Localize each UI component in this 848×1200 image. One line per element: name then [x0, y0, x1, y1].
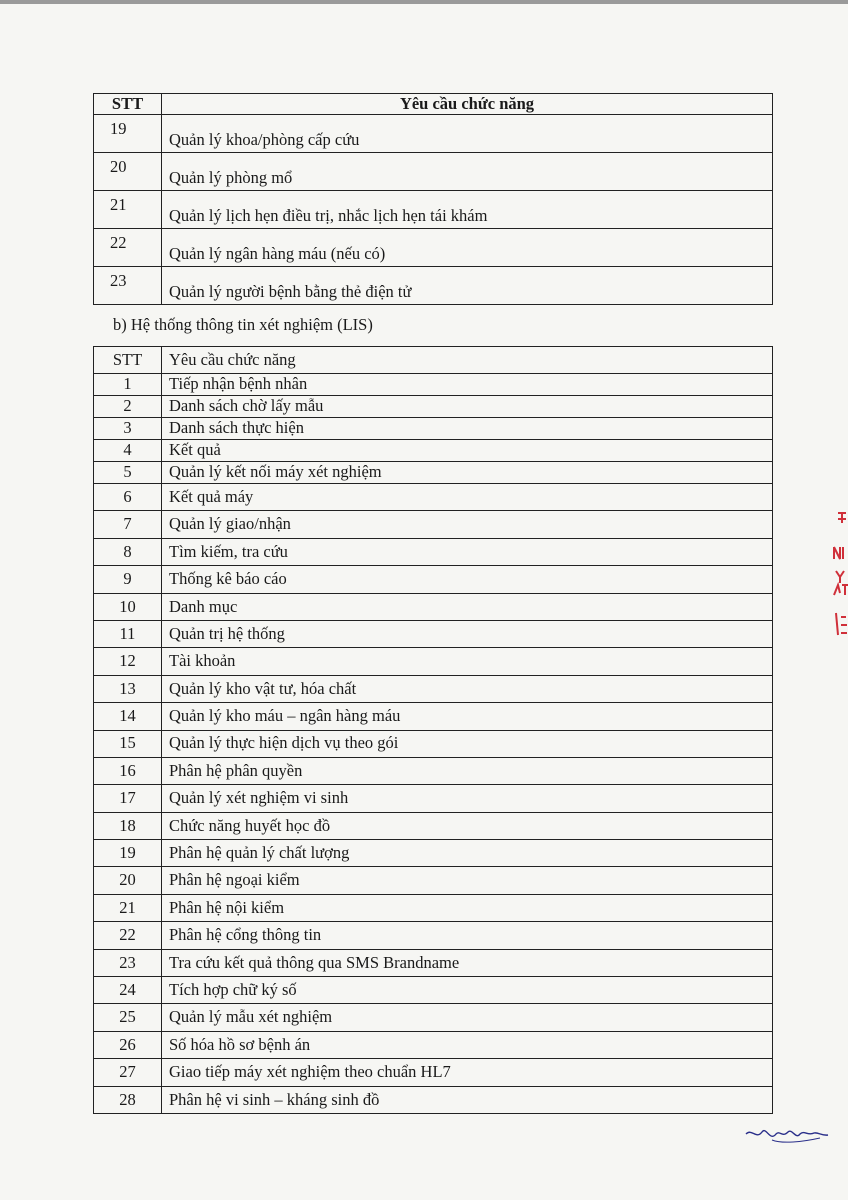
header-stt: STT: [94, 347, 162, 374]
table-row: [94, 191, 773, 229]
table-header-row: [94, 94, 773, 115]
row-number: 14: [94, 703, 162, 730]
row-number: 21: [94, 894, 162, 921]
row-function: Chức năng huyết học đồ: [162, 812, 773, 839]
table-row: [94, 511, 773, 538]
row-number: 16: [94, 757, 162, 784]
row-number: 5: [94, 462, 162, 484]
row-function: Quản lý xét nghiệm vi sinh: [162, 785, 773, 812]
row-number: 12: [94, 648, 162, 675]
table-row: [94, 374, 773, 396]
row-function: Giao tiếp máy xét nghiệm theo chuẩn HL7: [162, 1059, 773, 1086]
row-function: Phân hệ nội kiểm: [162, 894, 773, 921]
row-number: 27: [94, 1059, 162, 1086]
row-function: Quản lý giao/nhận: [162, 511, 773, 538]
row-function: Danh sách thực hiện: [162, 418, 773, 440]
row-number: 4: [94, 440, 162, 462]
row-function: Kết quả máy: [162, 484, 773, 511]
table-row: [94, 1031, 773, 1058]
row-number: 13: [94, 675, 162, 702]
row-function: Quản lý kết nối máy xét nghiệm: [162, 462, 773, 484]
table-row: [94, 153, 773, 191]
row-function: Tích hợp chữ ký số: [162, 977, 773, 1004]
table-row: [94, 648, 773, 675]
row-number: 26: [94, 1031, 162, 1058]
row-number: 21: [94, 191, 162, 229]
row-function: Thống kê báo cáo: [162, 566, 773, 593]
table-row: [94, 1086, 773, 1113]
row-number: 18: [94, 812, 162, 839]
table-row: [94, 115, 773, 153]
table-row: [94, 840, 773, 867]
row-number: 7: [94, 511, 162, 538]
row-number: 22: [94, 922, 162, 949]
table-row: [94, 440, 773, 462]
table-row: [94, 462, 773, 484]
requirements-table-continued: [93, 93, 773, 305]
row-function: Quản lý khoa/phòng cấp cứu: [162, 115, 773, 153]
row-function: Quản lý thực hiện dịch vụ theo gói: [162, 730, 773, 757]
row-function: Kết quả: [162, 440, 773, 462]
table-row: [94, 620, 773, 647]
row-function: Số hóa hồ sơ bệnh án: [162, 1031, 773, 1058]
table-row: [94, 1004, 773, 1031]
header-function: Yêu cầu chức năng: [162, 94, 773, 115]
row-function: Phân hệ vi sinh – kháng sinh đồ: [162, 1086, 773, 1113]
table-row: [94, 757, 773, 784]
row-number: 15: [94, 730, 162, 757]
header-function: Yêu cầu chức năng: [162, 347, 773, 374]
row-number: 17: [94, 785, 162, 812]
table-header-row: [94, 347, 773, 374]
table-row: [94, 396, 773, 418]
row-function: Danh mục: [162, 593, 773, 620]
row-function: Phân hệ quản lý chất lượng: [162, 840, 773, 867]
red-stamp-fragment: [826, 505, 848, 645]
table-row: [94, 867, 773, 894]
row-number: 9: [94, 566, 162, 593]
table-row: [94, 566, 773, 593]
table-row: [94, 267, 773, 305]
row-number: 24: [94, 977, 162, 1004]
row-number: 19: [94, 840, 162, 867]
row-number: 23: [94, 267, 162, 305]
row-function: Phân hệ ngoại kiểm: [162, 867, 773, 894]
table-row: [94, 675, 773, 702]
table-row: [94, 538, 773, 565]
row-function: Tra cứu kết quả thông qua SMS Brandname: [162, 949, 773, 976]
row-number: 6: [94, 484, 162, 511]
scan-top-edge: [0, 0, 848, 4]
table-row: [94, 730, 773, 757]
signature-mark: [742, 1122, 830, 1146]
row-number: 28: [94, 1086, 162, 1113]
row-function: Quản lý kho vật tư, hóa chất: [162, 675, 773, 702]
row-number: 10: [94, 593, 162, 620]
row-function: Quản lý kho máu – ngân hàng máu: [162, 703, 773, 730]
row-function: Quản lý người bệnh bằng thẻ điện tử: [162, 267, 773, 305]
lis-section-heading: b) Hệ thống thông tin xét nghiệm (LIS): [113, 315, 373, 334]
row-function: Phân hệ phân quyền: [162, 757, 773, 784]
header-stt: STT: [94, 94, 162, 115]
row-function: Tiếp nhận bệnh nhân: [162, 374, 773, 396]
row-function: Quản lý phòng mổ: [162, 153, 773, 191]
row-function: Tìm kiếm, tra cứu: [162, 538, 773, 565]
table-row: [94, 418, 773, 440]
row-function: Quản lý mẫu xét nghiệm: [162, 1004, 773, 1031]
row-number: 22: [94, 229, 162, 267]
table-row: [94, 229, 773, 267]
table-row: [94, 812, 773, 839]
lis-requirements-table: [93, 346, 773, 1114]
row-function: Quản lý lịch hẹn điều trị, nhắc lịch hẹn tái khám: [162, 191, 773, 229]
row-function: Quản trị hệ thống: [162, 620, 773, 647]
table-row: [94, 785, 773, 812]
row-function: Danh sách chờ lấy mẫu: [162, 396, 773, 418]
table-row: [94, 894, 773, 921]
row-number: 3: [94, 418, 162, 440]
table-row: [94, 703, 773, 730]
table-row: [94, 593, 773, 620]
table-row: [94, 922, 773, 949]
table-row: [94, 949, 773, 976]
row-number: 23: [94, 949, 162, 976]
row-number: 11: [94, 620, 162, 647]
row-number: 8: [94, 538, 162, 565]
table-row: [94, 977, 773, 1004]
table-row: [94, 1059, 773, 1086]
row-number: 20: [94, 153, 162, 191]
row-number: 2: [94, 396, 162, 418]
row-function: Quản lý ngân hàng máu (nếu có): [162, 229, 773, 267]
row-number: 19: [94, 115, 162, 153]
row-function: Tài khoản: [162, 648, 773, 675]
row-number: 25: [94, 1004, 162, 1031]
row-number: 1: [94, 374, 162, 396]
row-function: Phân hệ cổng thông tin: [162, 922, 773, 949]
table-row: [94, 484, 773, 511]
row-number: 20: [94, 867, 162, 894]
